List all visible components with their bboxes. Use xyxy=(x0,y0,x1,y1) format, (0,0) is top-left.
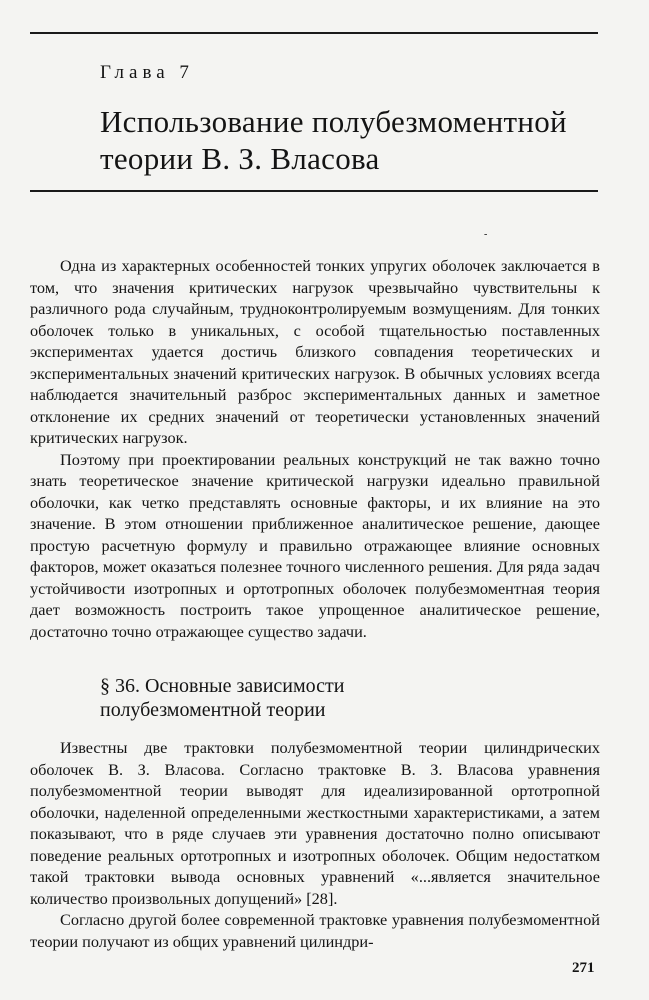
page-number: 271 xyxy=(572,960,595,976)
section-text xyxy=(30,737,600,952)
paragraph: Согласно другой более современной трактовке уравнения полубезмоментной теории получают из общих уравнений цилиндри- xyxy=(30,910,600,951)
section-heading-line-2: полубезмоментной теории xyxy=(100,699,326,721)
paragraph: Одна из характерных особенностей тонких упругих оболочек заключается в том, что значения критических нагрузок чрезвычайно чувствительны к различного рода случайным, трудноконтролируемым возмущениям. Для тонких оболочек только в уникальных, с особой тщательностью поставленных экспериментах удается достичь близкого совпадения теоретических и экспериментальных значений критических нагрузок. В обычных условиях всегда наблюдается значительный разброс экспериментальных данных и заметное отклонение их средних значений от теоретически установленных значений критических нагрузок. xyxy=(30,256,600,447)
bottom-rule xyxy=(30,190,598,192)
paragraph: Известны две трактовки полубезмоментной теории цилиндрических оболочек В. З. Власова. Согласно трактовке В. З. Власова уравнения полубезмоментной теории выводят для идеализированной ортотропной оболочки, наделенной определенными жесткостными характеристиками, а затем показывают, что в ряде случаев эти уравнения достаточно полно описывают поведение реальных ортотропных и изотропных оболочек. Общим недостатком такой трактовки вывода основных уравнений «...является значительное количество произвольных допущений» [28]. xyxy=(30,738,600,908)
paragraph: Поэтому при проектировании реальных конструкций не так важно точно знать теоретическое значение критической нагрузки идеально правильной оболочки, как четко представлять основные факторы, и их влияние на это значение. В этом отношении приближенное аналитическое решение, дающее простую расчетную формулу и правильно отражающее влияние основных факторов, может оказаться полезнее точного численного решения. Для ряда задач устойчивости изотропных и ортотропных оболочек полубезмоментная теория дает возможность построить такое упрощенное аналитическое решение, достаточно точно отражающее существо задачи. xyxy=(30,449,600,641)
stray-mark: - xyxy=(484,229,488,240)
top-rule xyxy=(30,32,598,34)
section-heading-line-1: § 36. Основные зависимости xyxy=(100,675,345,697)
chapter-title: Использование полубезмоментной теории В. З. Власова xyxy=(100,104,567,176)
chapter-label: Глава 7 xyxy=(100,62,194,83)
intro-text xyxy=(30,255,600,642)
section-heading xyxy=(100,674,580,722)
